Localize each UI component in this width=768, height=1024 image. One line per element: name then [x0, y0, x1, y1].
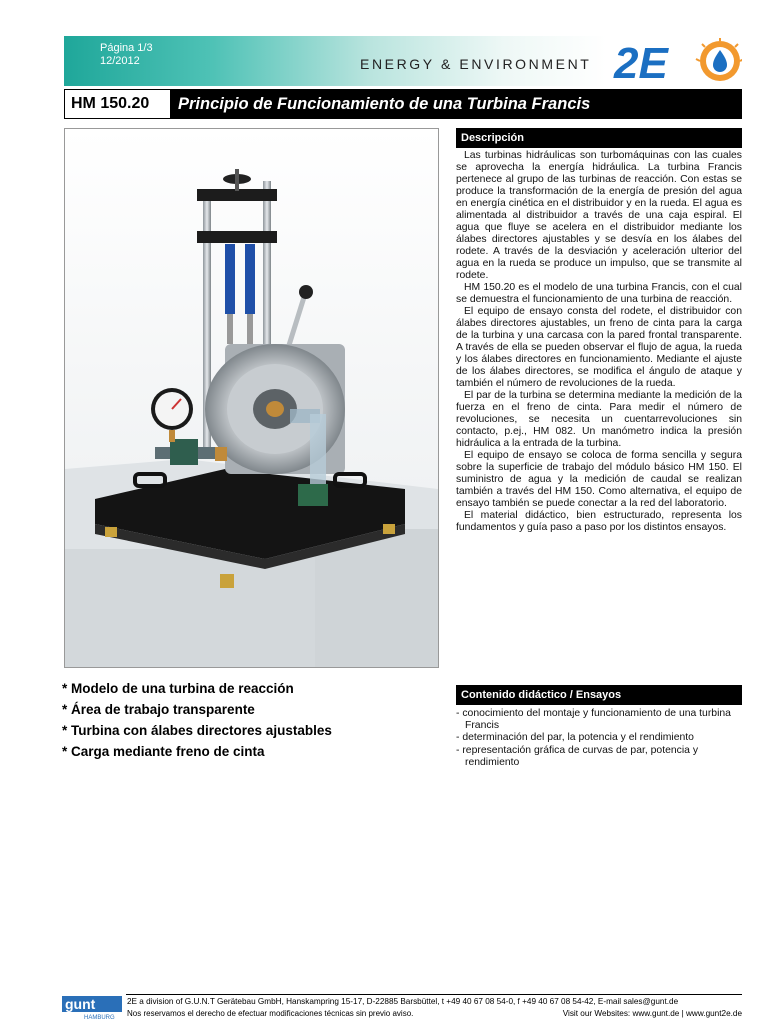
title-bar — [64, 89, 742, 119]
turbina-francis-illustration — [65, 129, 438, 667]
description-paragraph: El equipo de ensayo se coloca de forma sencilla y segura sobre la superficie de trabajo del módulo básico HM 150. El suministro de agua y la medición de caudal se realizan también a través del HM 150. Como alternativa, el equipo de ensayo también se puede conectar a la red del laboratorio. — [456, 450, 742, 509]
description-paragraph: El material didáctico, bien estructurado, representa los fundamentos y guía paso a paso por los distintos ensayos. — [456, 510, 742, 533]
footer-divider — [126, 994, 742, 995]
feature-list — [62, 678, 442, 762]
product-code: HM 150.20 — [65, 90, 170, 118]
feature-item: * Área de trabajo transparente — [62, 702, 255, 717]
2e-logo-text: 2E — [614, 39, 668, 84]
feature-item: * Carga mediante freno de cinta — [62, 744, 265, 759]
list-item: - conocimiento del montaje y funcionamiento de una turbina Francis — [456, 708, 731, 732]
product-photo — [64, 128, 439, 668]
page-number: Página 1/3 — [100, 42, 153, 54]
description-paragraph: HM 150.20 es el modelo de una turbina Francis, con el cual se demuestra el funcionamiento de una turbina de reacción. — [456, 282, 742, 305]
description-paragraph: Las turbinas hidráulicas son turbomáquinas con las cuales se aprovecha la energía hidráulica. La turbina Francis pertenece al grupo de las turbinas de reacción. Con estas se produce la transformación de la energía de presión del agua en energía cinética en el distribuidor y en la rueda. El agua es alimentada al distribuidor a través de una caja espiral. El agua que fluye se acelera en el distribuidor mediante los álabes directores ajustables y se desvía en los álabes del rodete. A través de la desviación y aceleración ulterior del agua en la rueda se produce un impulso, que se transmite al rodete. — [456, 150, 742, 281]
contents-heading: Contenido didáctico / Ensayos — [456, 685, 742, 705]
gunt-logo-subtext: HAMBURG — [84, 1015, 115, 1020]
page-title: Principio de Funcionamiento de una Turbina Francis — [178, 95, 591, 113]
gunt-logo — [62, 994, 122, 1020]
page-info — [100, 42, 153, 68]
list-item: - representación gráfica de curvas de par, potencia y rendimiento — [456, 744, 699, 768]
feature-item: * Modelo de una turbina de reacción — [62, 681, 294, 696]
contents-list — [456, 708, 742, 769]
page-date: 12/2012 — [100, 55, 140, 67]
water-drop-sun-icon — [696, 38, 742, 81]
footer-websites: Visit our Websites: www.gunt.de | www.gunt2e.de — [562, 1009, 742, 1018]
footer-company-info: 2E a division of G.U.N.T Gerätebau GmbH, Hanskampring 15-17, D-22885 Barsbüttel, t +49 40 67 08 54-0, f +49 40 67 08 54-42, E-mail sales@gunt.de — [127, 997, 679, 1006]
description-heading: Descripción — [456, 128, 742, 148]
footer-disclaimer: Nos reservamos el derecho de efectuar modificaciones técnicas sin previo aviso. — [127, 1009, 414, 1018]
list-item: - determinación del par, la potencia y el rendimiento — [456, 732, 694, 744]
feature-item: * Turbina con álabes directores ajustables — [62, 723, 332, 738]
2e-logo — [612, 38, 742, 84]
tagline: ENERGY & ENVIRONMENT — [360, 56, 592, 72]
description-text — [456, 150, 742, 534]
description-paragraph: El equipo de ensayo consta del rodete, el distribuidor con álabes directores ajustables, un freno de cinta para la carga de la turbina y una carcasa con la pared frontal transparente. A través de ella se pueden observar el flujo de agua, la rueda y los álabes directores en funcionamiento. Mediante el ajuste de los álabes directores, se modifica el ángulo de ataque y también el número de revoluciones de la rueda. — [456, 306, 742, 389]
gunt-logo-text: gunt — [65, 996, 96, 1012]
description-paragraph: El par de la turbina se determina mediante la medición de la fuerza en el freno de cinta. Para medir el número de revoluciones, se necesita un cuentarrevoluciones sin contacto, p.ej., HM 082. Un manómetro indica la presión hidráulica a la entrada de la turbina. — [456, 390, 742, 449]
